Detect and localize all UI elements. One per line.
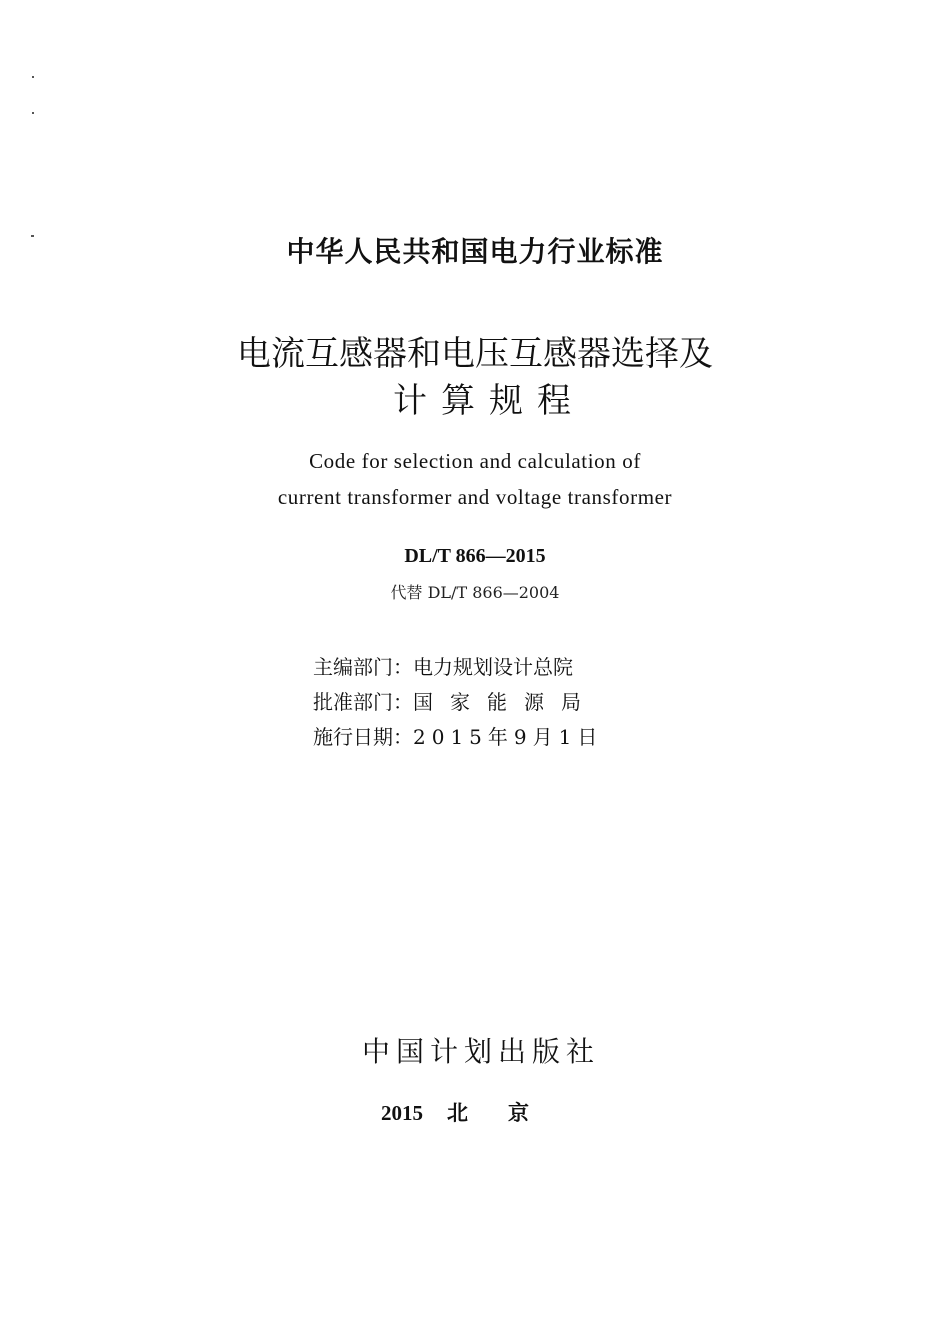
approver-label: 批准部门：: [313, 690, 413, 714]
publication-year: 2015: [381, 1101, 423, 1125]
editor-value: 电力规划设计总院: [413, 655, 573, 679]
scan-mark: [32, 112, 34, 114]
chinese-title-line-1: 电流互感器和电压互感器选择及: [237, 334, 713, 374]
approver-value: 国家能源局: [413, 690, 598, 714]
editor-label: 主编部门：: [313, 655, 413, 679]
scan-mark: [32, 76, 34, 78]
publication-city: 北京: [447, 1101, 569, 1125]
publisher-name: 中国计划出版社: [361, 1035, 600, 1068]
editor-row: [313, 651, 573, 680]
chinese-title-line-2: 计算规程: [393, 381, 585, 421]
effective-date-value: 2015年9月1日: [413, 725, 604, 749]
effective-date-row: [313, 721, 603, 750]
standard-code: DL/T 866—2015: [404, 545, 546, 567]
approver-row: [313, 686, 598, 715]
english-title-line-2: current transformer and voltage transformer: [277, 485, 673, 509]
standard-series-heading: 中华人民共和国电力行业标准: [286, 235, 664, 268]
english-title-line-1: Code for selection and calculation of: [309, 449, 641, 473]
publication-place: [0, 1097, 950, 1127]
replaces-note: 代替 DL/T 866—2004: [390, 583, 560, 602]
effective-date-label: 施行日期：: [313, 725, 413, 749]
